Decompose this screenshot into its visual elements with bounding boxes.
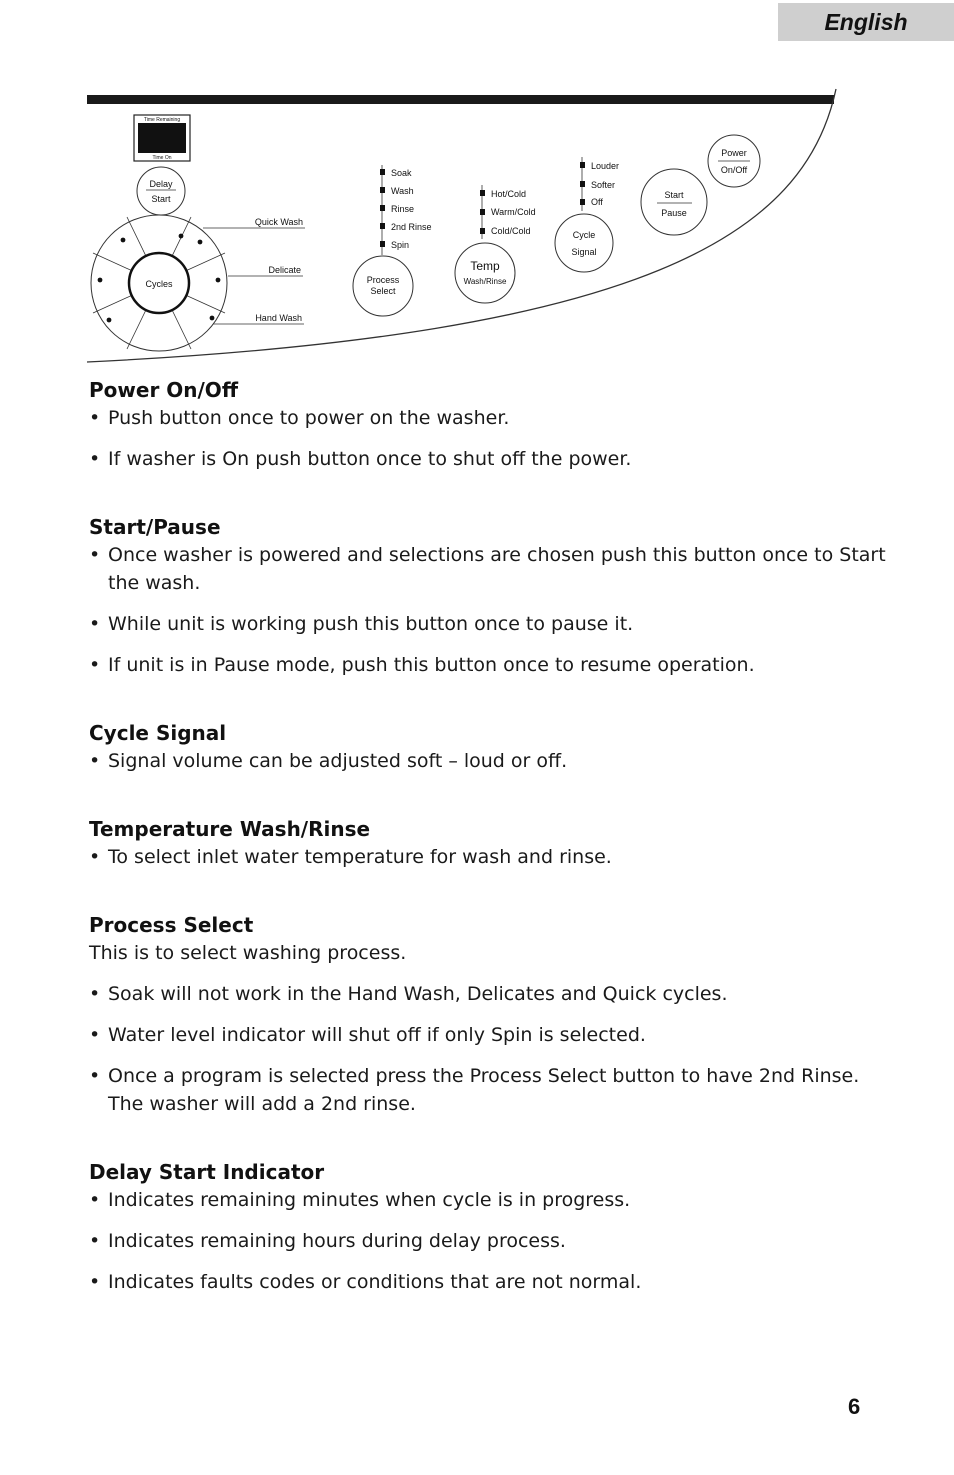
control-panel-diagram bbox=[85, 85, 845, 370]
list-item: • Water level indicator will shut off if only Spin is selected. bbox=[89, 1021, 889, 1049]
cycles-label: Cycles bbox=[145, 279, 173, 289]
temp-option-hot-cold: Hot/Cold bbox=[491, 189, 527, 199]
temp-options bbox=[480, 185, 536, 239]
start-label: Start bbox=[664, 190, 684, 200]
panel-top-bar bbox=[87, 95, 834, 104]
list-item: • If washer is On push button once to shut off the power. bbox=[89, 445, 889, 473]
cycle-option-delicate: Delicate bbox=[268, 265, 301, 275]
instructions bbox=[89, 376, 889, 1336]
page-number: 6 bbox=[848, 1394, 861, 1419]
power-label: Power bbox=[721, 148, 747, 158]
process-button-label-2: Select bbox=[370, 286, 396, 296]
section-temperature bbox=[89, 815, 889, 871]
process-button-label-1: Process bbox=[366, 275, 400, 285]
process-option-spin: Spin bbox=[391, 240, 410, 250]
signal-options bbox=[580, 157, 619, 211]
list-item: • To select inlet water temperature for wash and rinse. bbox=[89, 843, 889, 871]
process-option-wash: Wash bbox=[391, 186, 414, 196]
process-option-2nd-rinse: 2nd Rinse bbox=[391, 222, 432, 232]
list-item: • Soak will not work in the Hand Wash, Delicates and Quick cycles. bbox=[89, 980, 889, 1008]
temp-option-cold-cold: Cold/Cold bbox=[491, 226, 531, 236]
process-select-button[interactable] bbox=[353, 256, 413, 316]
list-item: • Once washer is powered and selections are chosen push this button once to Start the wash. bbox=[89, 541, 889, 597]
section-intro: This is to select washing process. bbox=[89, 942, 407, 964]
cycles-dial[interactable] bbox=[91, 215, 227, 351]
signal-button-label-2: Signal bbox=[571, 247, 597, 257]
signal-option-off: Off bbox=[591, 197, 603, 207]
section-title-cycle-signal: Cycle Signal bbox=[89, 721, 227, 745]
list-item: • While unit is working push this button once to pause it. bbox=[89, 610, 889, 638]
process-options bbox=[380, 165, 432, 255]
on-off-label: On/Off bbox=[720, 165, 748, 175]
cycle-option-quick-wash: Quick Wash bbox=[254, 217, 303, 227]
temp-button-sublabel: Wash/Rinse bbox=[463, 277, 507, 286]
list-item: • If unit is in Pause mode, push this button once to resume operation. bbox=[89, 651, 889, 679]
pause-label: Pause bbox=[661, 208, 687, 218]
cycle-signal-button[interactable] bbox=[555, 214, 613, 272]
list-item: • Once a program is selected press the Process Select button to have 2nd Rinse. The washer will add a 2nd rinse. bbox=[89, 1062, 889, 1118]
process-option-rinse: Rinse bbox=[391, 204, 415, 214]
time-display bbox=[134, 115, 190, 161]
signal-option-softer: Softer bbox=[591, 180, 616, 190]
temp-button[interactable] bbox=[455, 243, 515, 303]
list-item: • Indicates remaining hours during delay process. bbox=[89, 1227, 889, 1255]
temp-option-warm-cold: Warm/Cold bbox=[491, 207, 536, 217]
temp-button-label: Temp bbox=[470, 259, 500, 273]
section-start-pause bbox=[89, 513, 889, 679]
delay-start-button[interactable] bbox=[137, 167, 185, 215]
section-cycle-signal bbox=[89, 719, 889, 775]
process-option-soak: Soak bbox=[391, 168, 412, 178]
section-delay-start bbox=[89, 1158, 889, 1296]
delay-start-label: Start bbox=[151, 194, 171, 204]
section-title-delay-start: Delay Start Indicator bbox=[89, 1160, 325, 1184]
section-title-power: Power On/Off bbox=[89, 378, 239, 402]
power-button[interactable] bbox=[708, 135, 760, 187]
list-item: • Indicates faults codes or conditions that are not normal. bbox=[89, 1268, 889, 1296]
delay-label: Delay bbox=[149, 179, 173, 189]
section-title-process-select: Process Select bbox=[89, 913, 254, 937]
list-item: • Signal volume can be adjusted soft – loud or off. bbox=[89, 747, 889, 775]
language-tab: English bbox=[778, 3, 954, 41]
section-title-start-pause: Start/Pause bbox=[89, 515, 221, 539]
section-title-temperature: Temperature Wash/Rinse bbox=[89, 817, 371, 841]
list-item: • Indicates remaining minutes when cycle is in progress. bbox=[89, 1186, 889, 1214]
list-item: • Push button once to power on the washer. bbox=[89, 404, 889, 432]
section-process-select bbox=[89, 911, 889, 1118]
display-top-label: Time Remaining bbox=[143, 117, 181, 123]
cycle-option-hand-wash: Hand Wash bbox=[255, 313, 302, 323]
display-bottom-label: Time On bbox=[152, 155, 172, 161]
start-pause-button[interactable] bbox=[641, 169, 707, 235]
section-power bbox=[89, 376, 889, 473]
signal-option-louder: Louder bbox=[591, 161, 620, 171]
signal-button-label-1: Cycle bbox=[572, 230, 596, 240]
